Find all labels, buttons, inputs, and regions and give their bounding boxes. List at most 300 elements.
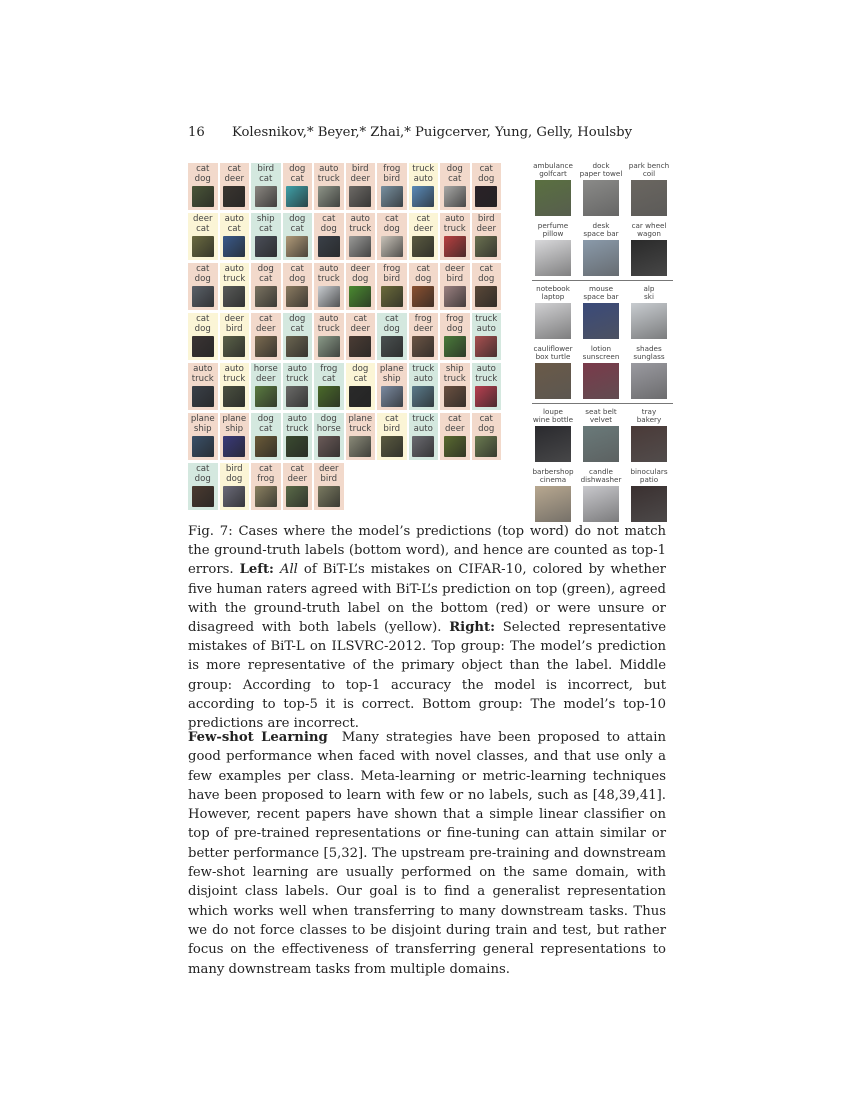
image-thumbnail (318, 386, 340, 407)
predicted-label: deer (318, 464, 339, 474)
predicted-label: frog (383, 164, 401, 174)
predicted-label: dog (257, 264, 274, 274)
image-thumbnail (535, 180, 571, 216)
image-thumbnail (412, 386, 434, 407)
mistake-cell (530, 285, 576, 341)
image-thumbnail (286, 286, 308, 307)
predicted-label: perfume (537, 221, 569, 230)
predicted-label: truck (412, 364, 435, 374)
caption-text-1: Cases where the model’s predictions (top word) do not match the ground-truth labels (bottom word), and hence are counted as top-1 errors. (188, 524, 666, 578)
mistake-cell (188, 413, 218, 460)
image-thumbnail (192, 386, 214, 407)
running-header (188, 125, 632, 140)
mistake-cell (440, 163, 470, 210)
image-thumbnail (192, 236, 214, 257)
mistake-cell (530, 468, 576, 524)
image-thumbnail (381, 186, 403, 207)
predicted-label: dog (257, 414, 274, 424)
caption-left-label: Left: (239, 562, 274, 578)
mistake-cell (220, 463, 250, 510)
image-thumbnail (535, 240, 571, 276)
true-label: coil (642, 169, 656, 179)
mistake-cell (578, 285, 624, 341)
mistake-cell (409, 313, 439, 360)
predicted-label: cat (196, 464, 210, 474)
predicted-label: candle (589, 467, 613, 476)
mistake-cell (377, 163, 407, 210)
true-label: deer (255, 373, 276, 384)
mistake-cell (220, 363, 250, 410)
predicted-label: deer (444, 264, 465, 274)
mistake-cell (440, 313, 470, 360)
predicted-label: auto (319, 264, 339, 274)
predicted-label: ship (445, 364, 464, 374)
true-label: cat (259, 273, 273, 284)
image-thumbnail (381, 286, 403, 307)
predicted-label: tray (641, 407, 657, 416)
mistake-cell (251, 213, 281, 260)
true-label: space bar (583, 292, 619, 302)
predicted-label: cat (259, 464, 273, 474)
predicted-label: binoculars (630, 467, 668, 476)
image-thumbnail (349, 236, 371, 257)
predicted-label: cat (290, 264, 304, 274)
predicted-label: cat (416, 264, 430, 274)
image-thumbnail (286, 386, 308, 407)
true-label: cat (322, 373, 336, 384)
true-label: truck (443, 223, 466, 234)
predicted-label: dog (289, 314, 306, 324)
true-label: truck (443, 373, 466, 384)
predicted-label: frog (414, 314, 432, 324)
predicted-label: deer (350, 264, 371, 274)
true-label: truck (286, 373, 309, 384)
predicted-label: deer (224, 314, 245, 324)
predicted-label: ship (256, 214, 275, 224)
true-label: deer (413, 223, 434, 234)
mistake-cell (409, 413, 439, 460)
true-label: deer (350, 173, 371, 184)
image-thumbnail (412, 336, 434, 357)
predicted-label: cat (479, 164, 493, 174)
predicted-label: bird (351, 164, 369, 174)
mistake-cell (283, 213, 313, 260)
group-divider (532, 280, 673, 281)
mistake-cell (220, 213, 250, 260)
true-label: deer (287, 473, 308, 484)
predicted-label: auto (224, 364, 244, 374)
true-label: dog (194, 323, 211, 334)
true-label: cat (290, 223, 304, 234)
true-label: sunscreen (582, 352, 620, 362)
image-thumbnail (412, 286, 434, 307)
predicted-label: frog (383, 264, 401, 274)
predicted-label: park bench (628, 161, 670, 170)
true-label: space bar (583, 229, 619, 239)
mistake-cell (530, 222, 576, 278)
image-thumbnail (583, 486, 619, 522)
mistake-cell (626, 285, 672, 341)
true-label: deer (476, 223, 497, 234)
predicted-label: ambulance (533, 161, 573, 170)
image-thumbnail (192, 286, 214, 307)
image-thumbnail (444, 236, 466, 257)
image-thumbnail (286, 436, 308, 457)
image-thumbnail (444, 286, 466, 307)
image-thumbnail (318, 486, 340, 507)
true-label: cat (290, 323, 304, 334)
mistake-cell (314, 413, 344, 460)
image-thumbnail (223, 186, 245, 207)
image-thumbnail (631, 426, 667, 462)
mistake-cell (188, 213, 218, 260)
mistake-cell (314, 313, 344, 360)
true-label: wine bottle (532, 415, 574, 425)
mistake-cell (188, 263, 218, 310)
image-thumbnail (583, 240, 619, 276)
image-thumbnail (475, 236, 497, 257)
mistake-cell (626, 408, 672, 464)
mistake-cell (472, 413, 502, 460)
group-middle (530, 285, 675, 401)
mistake-cell (314, 213, 344, 260)
predicted-label: car wheel (631, 221, 667, 230)
mistake-cell (377, 213, 407, 260)
true-label: dog (352, 273, 369, 284)
image-thumbnail (255, 486, 277, 507)
image-thumbnail (475, 436, 497, 457)
mistake-cell (251, 263, 281, 310)
predicted-label: auto (350, 214, 370, 224)
true-label: horse (316, 423, 341, 434)
group-bottom (530, 408, 675, 524)
true-label: dog (446, 323, 463, 334)
true-label: bakery (636, 415, 662, 425)
true-label: deer (444, 423, 465, 434)
mistake-cell (377, 363, 407, 410)
caption-text-3: Selected representative mistakes of BiT-L on ILSVRC-2012. Top group: The model’s prediction is more representative of the primary object than the label. Middle group: According to top-1 accuracy the model is incorrect, but according to top-5 it is correct. Bottom group: The model’s top-10 predictions are incorrect. (188, 620, 666, 732)
predicted-label: desk (592, 221, 610, 230)
group-divider (532, 403, 673, 404)
predicted-label: plane (348, 414, 373, 424)
image-thumbnail (631, 180, 667, 216)
predicted-label: shades (636, 344, 662, 353)
mistake-cell (377, 413, 407, 460)
image-thumbnail (444, 436, 466, 457)
true-label: auto (413, 423, 433, 434)
image-thumbnail (475, 286, 497, 307)
image-thumbnail (583, 303, 619, 339)
predicted-label: alp (643, 284, 655, 293)
mistake-cell (409, 163, 439, 210)
figure-right-panel (530, 162, 675, 524)
mistake-cell (626, 162, 672, 218)
image-thumbnail (631, 240, 667, 276)
predicted-label: auto (319, 314, 339, 324)
image-thumbnail (223, 486, 245, 507)
predicted-label: barbershop (532, 467, 574, 476)
image-thumbnail (286, 336, 308, 357)
mistake-cell (188, 313, 218, 360)
mistake-cell (314, 363, 344, 410)
true-label: box turtle (535, 352, 571, 362)
image-thumbnail (349, 336, 371, 357)
predicted-label: cat (259, 314, 273, 324)
true-label: bird (320, 473, 338, 484)
true-label: truck (286, 423, 309, 434)
image-thumbnail (444, 386, 466, 407)
mistake-cell (251, 463, 281, 510)
predicted-label: cat (353, 314, 367, 324)
mistake-cell (530, 162, 576, 218)
predicted-label: cat (479, 414, 493, 424)
image-thumbnail (381, 386, 403, 407)
mistake-cell (472, 213, 502, 260)
image-thumbnail (255, 336, 277, 357)
mistake-cell (283, 463, 313, 510)
true-label: truck (317, 173, 340, 184)
figure-caption (188, 522, 666, 733)
mistake-cell (188, 363, 218, 410)
image-thumbnail (535, 486, 571, 522)
mistake-cell (578, 468, 624, 524)
image-thumbnail (223, 436, 245, 457)
true-label: cat (290, 173, 304, 184)
mistake-cell (578, 408, 624, 464)
image-thumbnail (255, 386, 277, 407)
predicted-label: truck (475, 314, 498, 324)
predicted-label: truck (412, 414, 435, 424)
image-thumbnail (475, 336, 497, 357)
image-thumbnail (381, 336, 403, 357)
true-label: cat (259, 173, 273, 184)
true-label: deer (255, 323, 276, 334)
predicted-label: auto (476, 364, 496, 374)
predicted-label: cat (322, 214, 336, 224)
true-label: deer (224, 173, 245, 184)
image-thumbnail (286, 236, 308, 257)
image-thumbnail (192, 336, 214, 357)
image-thumbnail (255, 436, 277, 457)
mistake-cell (283, 263, 313, 310)
page-number: 16 (188, 125, 205, 140)
group-top (530, 162, 675, 278)
true-label: cat (196, 223, 210, 234)
true-label: dog (383, 323, 400, 334)
true-label: truck (349, 223, 372, 234)
image-thumbnail (412, 236, 434, 257)
true-label: truck (317, 273, 340, 284)
true-label: truck (349, 423, 372, 434)
image-thumbnail (535, 303, 571, 339)
mistake-cell (220, 163, 250, 210)
image-thumbnail (475, 186, 497, 207)
image-thumbnail (535, 426, 571, 462)
true-label: ship (225, 423, 244, 434)
true-label: dog (320, 223, 337, 234)
image-thumbnail (223, 386, 245, 407)
image-thumbnail (318, 336, 340, 357)
image-thumbnail (412, 436, 434, 457)
image-thumbnail (631, 486, 667, 522)
mistake-cell (626, 468, 672, 524)
predicted-label: cat (385, 314, 399, 324)
mistake-cell (472, 363, 502, 410)
true-label: truck (223, 373, 246, 384)
mistake-cell (472, 163, 502, 210)
image-thumbnail (255, 186, 277, 207)
true-label: laptop (541, 292, 565, 302)
mistake-cell (578, 222, 624, 278)
mistake-cell (220, 413, 250, 460)
mistake-cell (346, 213, 376, 260)
image-thumbnail (475, 386, 497, 407)
predicted-label: frog (446, 314, 464, 324)
predicted-label: seat belt (585, 407, 617, 416)
image-thumbnail (192, 486, 214, 507)
image-thumbnail (318, 236, 340, 257)
mistake-cell (409, 363, 439, 410)
caption-label: Fig. 7: (188, 524, 239, 539)
author-list: Kolesnikov,* Beyer,* Zhai,* Puigcerver, Yung, Gelly, Houlsby (232, 125, 633, 140)
predicted-label: bird (477, 214, 495, 224)
true-label: ship (382, 373, 401, 384)
predicted-label: plane (190, 414, 215, 424)
mistake-cell (440, 213, 470, 260)
mistake-cell (283, 313, 313, 360)
predicted-label: bird (257, 164, 275, 174)
true-label: dog (289, 273, 306, 284)
true-label: cat (259, 423, 273, 434)
predicted-label: truck (412, 164, 435, 174)
true-label: sunglass (633, 352, 665, 362)
mistake-cell (314, 163, 344, 210)
mistake-cell (188, 163, 218, 210)
image-thumbnail (318, 186, 340, 207)
section-body: Many strategies have been proposed to attain good performance when faced with novel classes, and that use only a few examples per class. Meta-learning or metric-learning techniques have been proposed to learn with few or no labels, such as [48,39,41]. However, recent papers have shown that a simple linear classifier on top of pre-trained representations or fine-tuning can attain similar or better performance [5,32]. The upstream pre-training and downstream few-shot learning are usually performed on the same domain, with disjoint class labels. Our goal is to find a generalist representation which works well when transferring to many downstream tasks. Thus we do not force classes to be disjoint during train and test, but rather focus on the effectiveness of transferring general representations to many downstream tasks from multiple domains. (188, 730, 667, 977)
predicted-label: horse (253, 364, 278, 374)
figure-left-panel (188, 163, 503, 510)
image-thumbnail (583, 180, 619, 216)
true-label: bird (383, 423, 401, 434)
section-few-shot-learning (188, 728, 666, 979)
true-label: cat (353, 373, 367, 384)
true-label: deer (413, 323, 434, 334)
predicted-label: plane (222, 414, 247, 424)
predicted-label: cat (385, 414, 399, 424)
predicted-label: cat (227, 164, 241, 174)
predicted-label: deer (192, 214, 213, 224)
predicted-label: cat (416, 214, 430, 224)
predicted-label: plane (379, 364, 404, 374)
mistake-cell (346, 413, 376, 460)
image-thumbnail (444, 186, 466, 207)
image-thumbnail (583, 426, 619, 462)
true-label: patio (639, 475, 659, 485)
mistake-cell (346, 163, 376, 210)
true-label: dog (415, 273, 432, 284)
image-thumbnail (318, 436, 340, 457)
predicted-label: lotion (590, 344, 612, 353)
predicted-label: cat (479, 264, 493, 274)
image-thumbnail (349, 386, 371, 407)
section-heading: Few-shot Learning (188, 730, 328, 745)
mistake-cell (314, 263, 344, 310)
true-label: auto (413, 373, 433, 384)
true-label: dog (478, 423, 495, 434)
true-label: golfcart (539, 169, 567, 179)
true-label: bird (225, 323, 243, 334)
mistake-cell (530, 345, 576, 401)
image-thumbnail (318, 286, 340, 307)
image-thumbnail (412, 186, 434, 207)
true-label: dog (194, 173, 211, 184)
mistake-cell (472, 313, 502, 360)
true-label: frog (257, 473, 275, 484)
true-label: truck (191, 373, 214, 384)
predicted-label: auto (193, 364, 213, 374)
mistake-cell (220, 263, 250, 310)
true-label: pillow (542, 229, 564, 239)
mistake-cell (578, 162, 624, 218)
mistake-cell (472, 263, 502, 310)
predicted-label: notebook (536, 284, 570, 293)
image-thumbnail (223, 286, 245, 307)
mistake-cell (409, 263, 439, 310)
image-thumbnail (349, 436, 371, 457)
predicted-label: loupe (543, 407, 563, 416)
mistake-cell (440, 413, 470, 460)
image-thumbnail (381, 236, 403, 257)
predicted-label: auto (224, 264, 244, 274)
mistake-cell (377, 263, 407, 310)
true-label: ship (193, 423, 212, 434)
mistake-cell (626, 222, 672, 278)
mistake-cell (251, 413, 281, 460)
mistake-cell (283, 363, 313, 410)
true-label: dog (383, 223, 400, 234)
predicted-label: cat (385, 214, 399, 224)
predicted-label: dog (289, 164, 306, 174)
caption-right-label: Right: (449, 620, 495, 636)
mistake-cell (251, 363, 281, 410)
true-label: cat (227, 223, 241, 234)
mistake-cell (314, 463, 344, 510)
image-thumbnail (349, 186, 371, 207)
mistake-cell (578, 345, 624, 401)
image-thumbnail (583, 363, 619, 399)
mistake-cell (251, 163, 281, 210)
true-label: cinema (539, 475, 567, 485)
true-label: bird (383, 173, 401, 184)
predicted-label: auto (224, 214, 244, 224)
image-thumbnail (381, 436, 403, 457)
true-label: cat (259, 223, 273, 234)
predicted-label: cauliflower (533, 344, 573, 353)
image-thumbnail (535, 363, 571, 399)
mistake-cell (220, 313, 250, 360)
image-thumbnail (349, 286, 371, 307)
image-thumbnail (286, 486, 308, 507)
mistake-cell (440, 263, 470, 310)
predicted-label: auto (445, 214, 465, 224)
mistake-cell (377, 313, 407, 360)
mistake-cell (251, 313, 281, 360)
image-thumbnail (255, 236, 277, 257)
predicted-label: dog (352, 364, 369, 374)
true-label: bird (383, 273, 401, 284)
predicted-label: dog (289, 214, 306, 224)
